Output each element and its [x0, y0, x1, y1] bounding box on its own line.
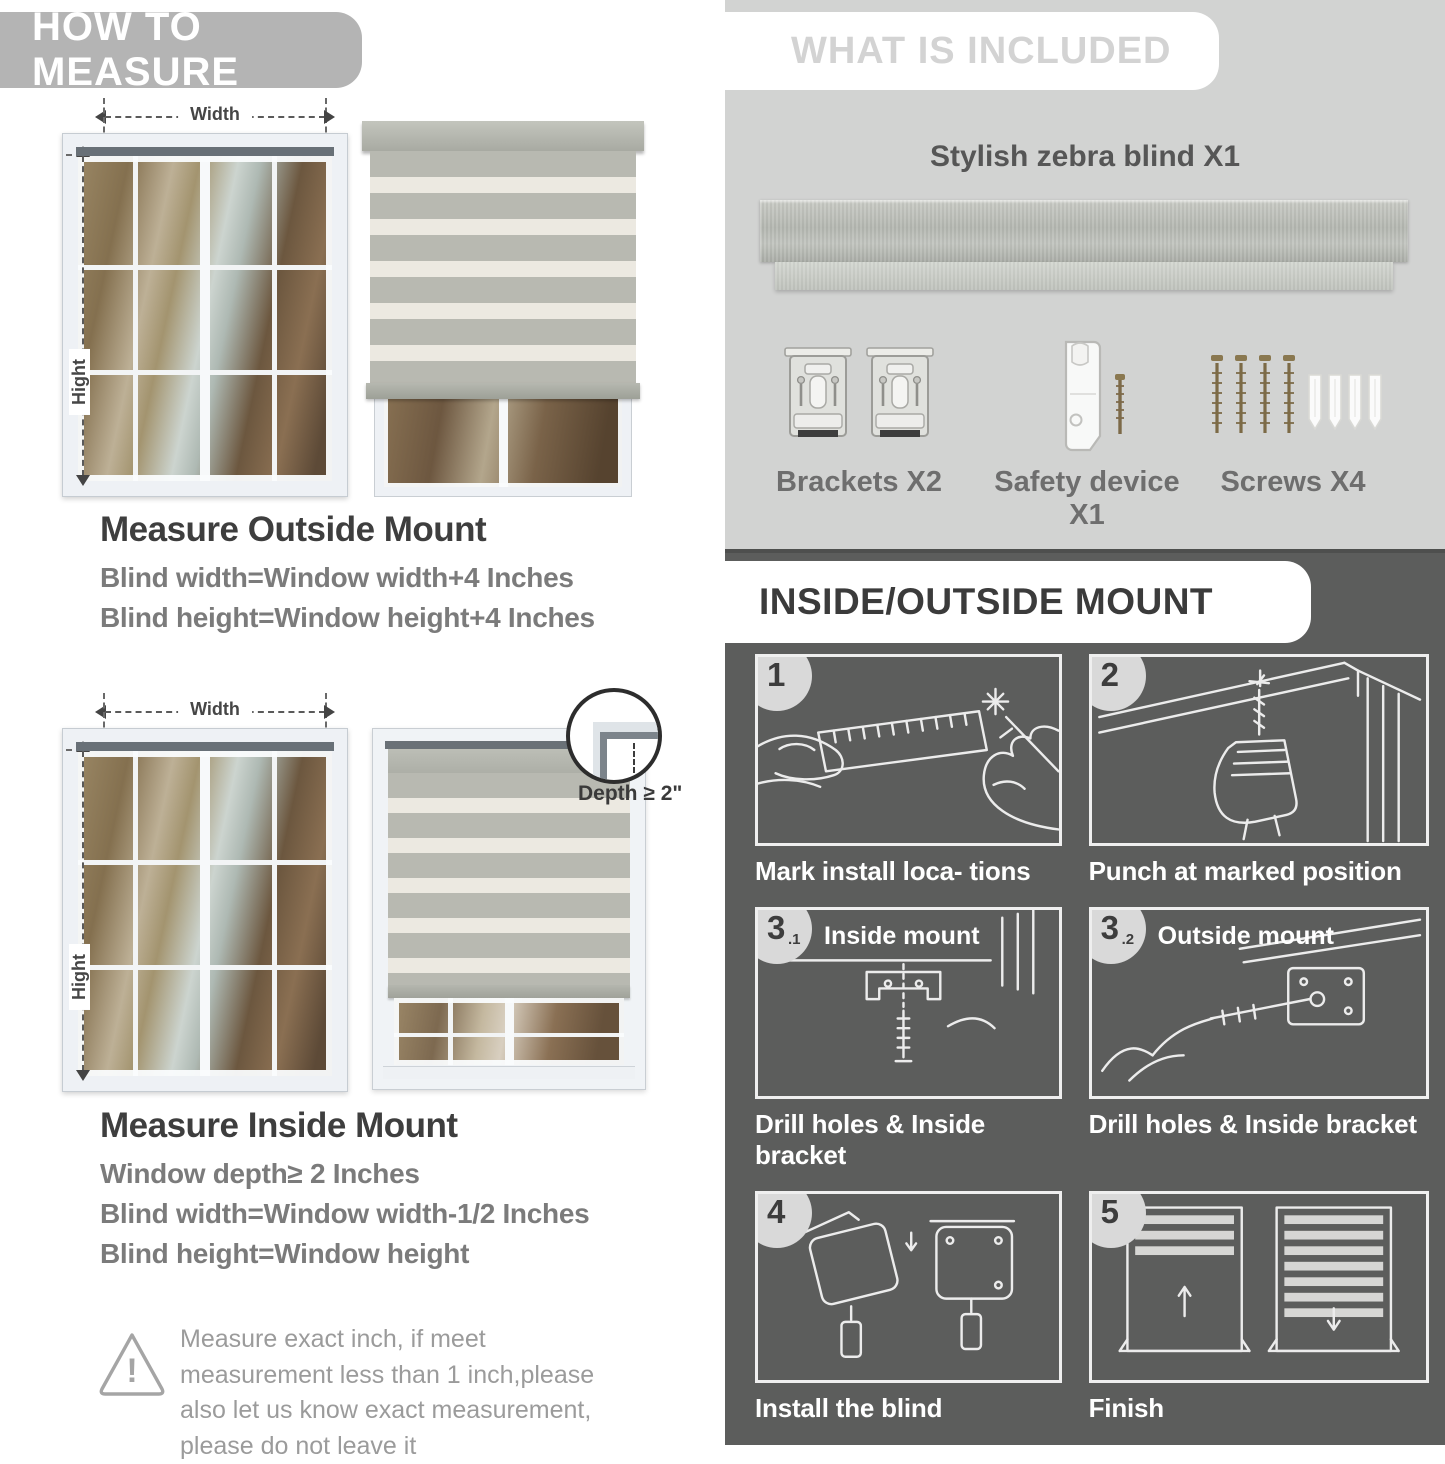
blind-bottom-rail [366, 383, 640, 399]
step-2-caption: Punch at marked position [1088, 856, 1402, 886]
safety-device-icons [973, 336, 1201, 456]
step-5-caption: Finish [1088, 1393, 1164, 1423]
how-to-measure-header [0, 5, 362, 94]
inside-height-arrow [69, 741, 94, 1081]
screws-icons [1183, 336, 1403, 456]
depth-magnifier-icon [566, 688, 662, 784]
window-glass [78, 156, 332, 481]
right-column [725, 0, 1445, 1445]
what-is-included-header [725, 12, 1219, 90]
step-number: 3 [1100, 909, 1119, 946]
step-number: 3 [767, 909, 786, 946]
outside-height-arrow [69, 146, 94, 486]
step-1 [755, 654, 1062, 887]
window-glass [78, 751, 332, 1076]
blind-headrail [362, 121, 644, 151]
blind-bottom-rail [388, 985, 630, 998]
inside-outside-mount-section [725, 549, 1445, 1445]
inside-outside-mount-header [725, 561, 1311, 643]
depth-note: Depth ≥ 2" [578, 782, 683, 805]
brackets-label: Brackets X2 [775, 466, 943, 498]
included-item-brackets [763, 336, 955, 499]
dashed-line [82, 156, 84, 476]
step-3-2-title: Outside mount [1157, 922, 1335, 950]
how-to-measure-title: HOW TO MEASURE [32, 5, 240, 94]
safety-device-icon [1032, 336, 1142, 456]
step-number: 1 [767, 656, 786, 693]
inside-mount-rule-2: Blind width=Window width-1/2 Inches [100, 1198, 590, 1229]
step-5-panel [1089, 1191, 1429, 1383]
step-3-2 [1089, 907, 1429, 1171]
window-photo-inside [62, 728, 348, 1092]
window-glass [394, 998, 624, 1065]
window-top-track [76, 742, 334, 751]
included-item-screws [1183, 336, 1403, 499]
mount-steps-grid [755, 654, 1429, 1444]
dashed-line [82, 751, 84, 1071]
window-top-track [76, 147, 334, 156]
outside-mount-rule-1: Blind width=Window width+4 Inches [100, 562, 574, 593]
zebra-blind-outside-photo [362, 121, 644, 497]
what-is-included-section [725, 0, 1445, 549]
zebra-blind-item-label: Stylish zebra blind X1 [929, 140, 1241, 173]
step-number-sub: .2 [1121, 931, 1135, 948]
height-label: Hight [69, 944, 90, 1010]
height-label: Hight [69, 349, 90, 415]
step-1-caption: Mark install loca- tions [755, 856, 1031, 886]
outside-width-arrow [95, 106, 335, 128]
blind-stripes [370, 151, 636, 383]
step-number: 2 [1100, 656, 1119, 693]
included-item-safety-device [973, 336, 1201, 532]
warning-text: Measure exact inch, if meet measurement less than 1 inch,please also let us know exact measurement, please do not leave it [180, 1325, 595, 1460]
inside-width-arrow [95, 701, 335, 723]
step-2-panel [1089, 654, 1429, 846]
step-3-2-caption: Drill holes & Inside bracket [1088, 1109, 1417, 1139]
step-3-1-panel [755, 907, 1062, 1099]
inside-mount-rule-3: Blind height=Window height [100, 1238, 470, 1269]
brackets-icons [763, 336, 955, 456]
step-4-panel [755, 1191, 1062, 1383]
outside-mount-rule-2: Blind height=Window height+4 Inches [100, 602, 595, 633]
step-3-1-caption: Drill holes & Inside bracket [755, 1109, 986, 1170]
step-number: 5 [1100, 1193, 1119, 1230]
exclamation-mark: ! [126, 1352, 138, 1390]
zebra-blind-headrail-photo [760, 200, 1408, 262]
inside-mount-title: Measure Inside Mount [100, 1106, 458, 1145]
step-3-1-title: Inside mount [824, 922, 980, 950]
outside-mount-title: Measure Outside Mount [100, 510, 487, 549]
window-photo-outside [62, 133, 348, 497]
bracket-icon [864, 344, 936, 448]
step-4-caption: Install the blind [755, 1393, 943, 1423]
depth-dashed-line [633, 743, 635, 773]
step-number: 4 [767, 1193, 786, 1230]
frame-corner-inner [600, 732, 662, 784]
safety-device-label: Safety device X1 [994, 466, 1180, 531]
step-5 [1089, 1191, 1429, 1424]
screws-and-anchors-icon [1203, 341, 1383, 451]
width-label: Width [178, 104, 252, 125]
step-3-1 [755, 907, 1062, 1171]
step-number-sub: .1 [788, 931, 801, 948]
step-2 [1089, 654, 1429, 887]
step-4 [755, 1191, 1062, 1424]
step-1-panel [755, 654, 1062, 846]
step-3-2-panel [1089, 907, 1429, 1099]
how-to-measure-section [0, 0, 690, 1460]
inside-outside-mount-title: INSIDE/OUTSIDE MOUNT [759, 581, 1214, 622]
screws-label: Screws X4 [1220, 466, 1366, 498]
warning-triangle-icon [96, 1328, 168, 1400]
what-is-included-title: WHAT IS INCLUDED [791, 29, 1172, 72]
width-label: Width [178, 699, 252, 720]
inside-mount-rule-1: Window depth≥ 2 Inches [100, 1158, 420, 1189]
window-sill [383, 1066, 635, 1079]
bracket-icon [782, 344, 854, 448]
